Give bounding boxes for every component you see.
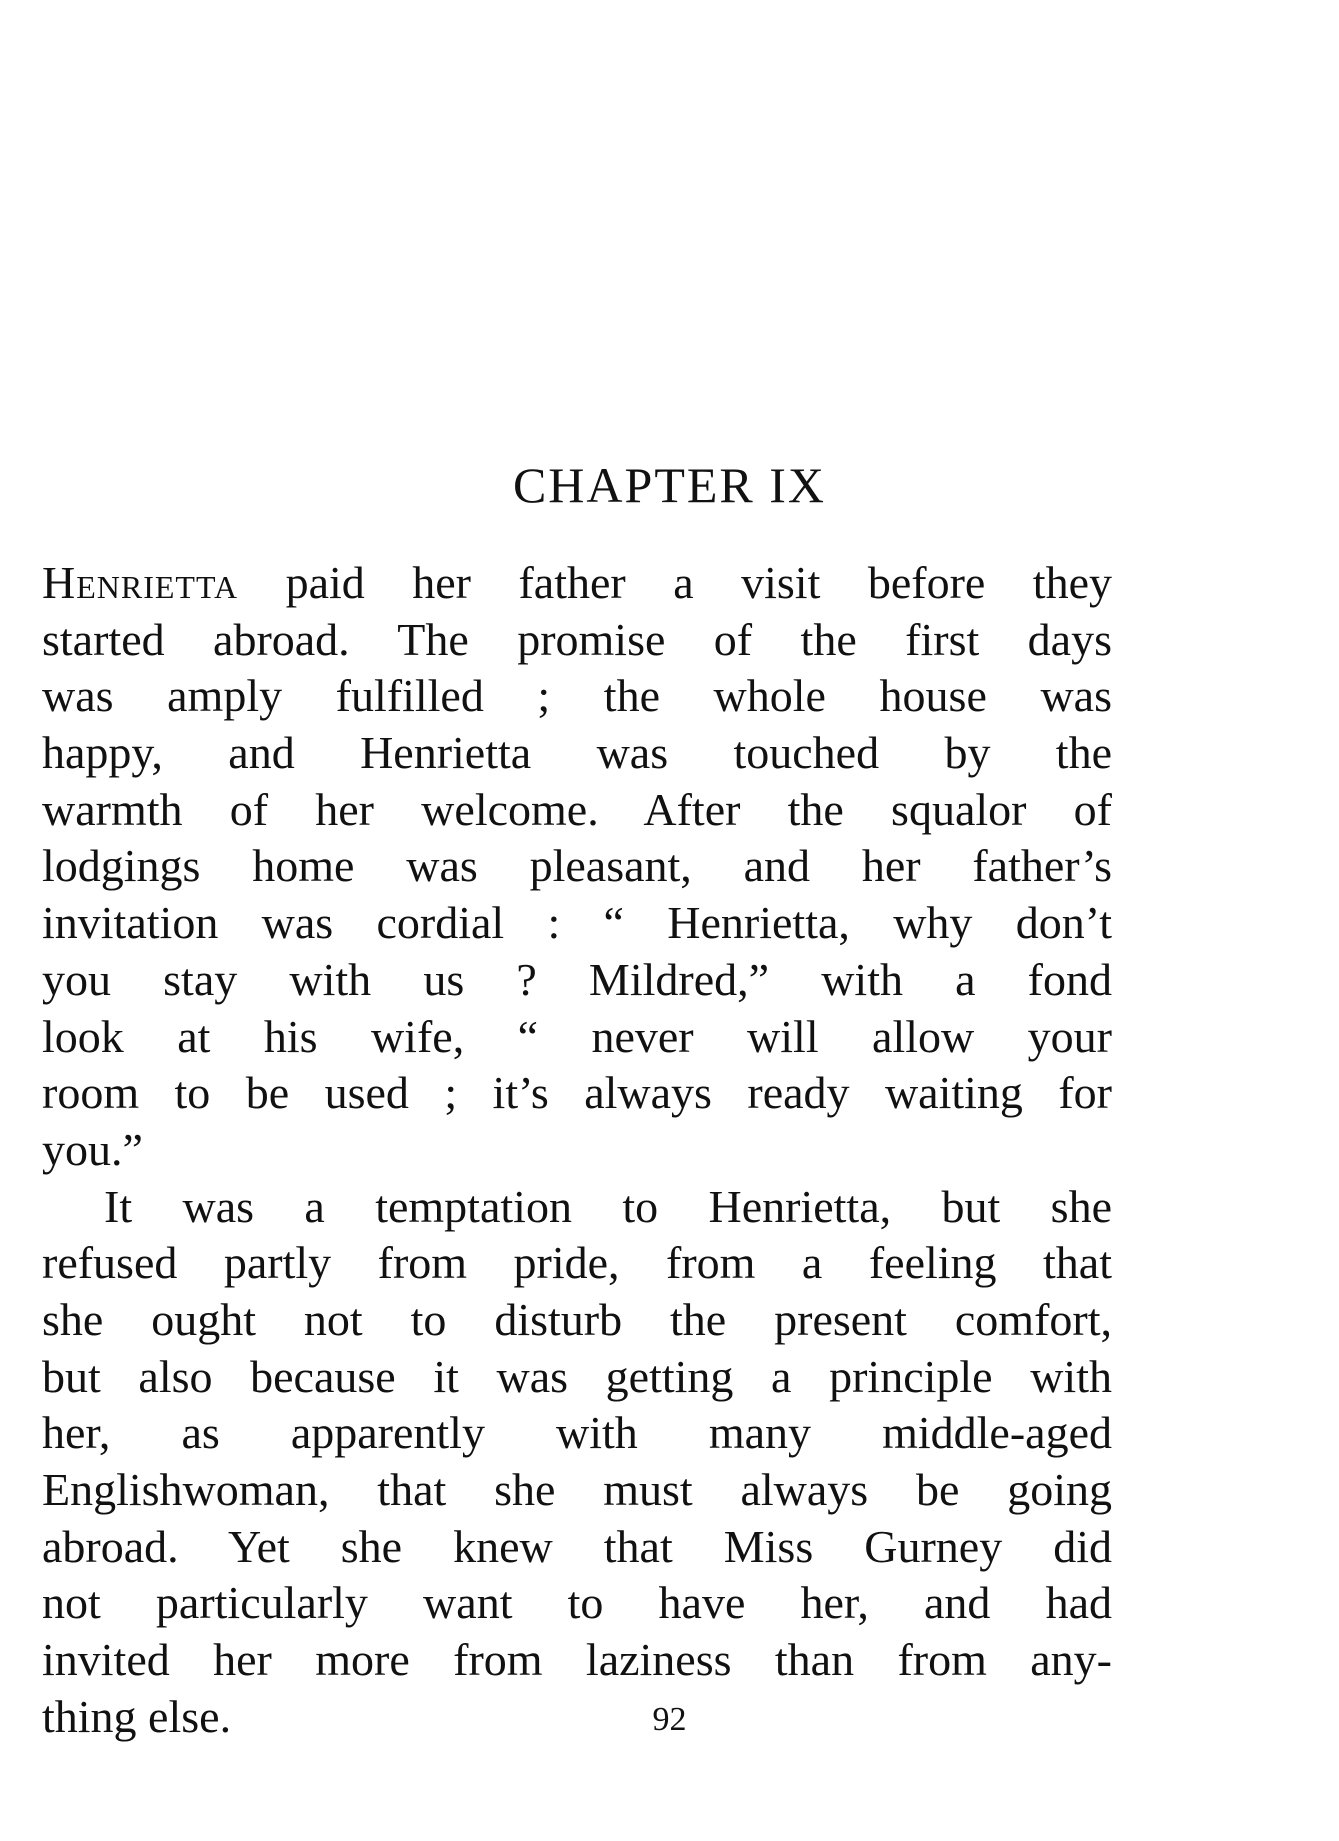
text-line: lodgings home was pleasant, and her father’s bbox=[42, 840, 1112, 892]
paragraph-2 bbox=[42, 1179, 1112, 1746]
text-line: she ought not to disturb the present comfort, bbox=[42, 1293, 1112, 1345]
page-number: 92 bbox=[652, 1701, 687, 1738]
text-line: not particularly want to have her, and had bbox=[42, 1577, 1112, 1629]
text-line: thing else. bbox=[42, 1690, 232, 1742]
text-line: started abroad. The promise of the first days bbox=[42, 613, 1112, 665]
text-line: warmth of her welcome. After the squalor of bbox=[42, 783, 1112, 835]
text-line: room to be used ; it’s always ready waiting for bbox=[42, 1067, 1112, 1119]
text-line: Henrietta paid her father a visit before they bbox=[42, 557, 1112, 608]
text-line: invitation was cordial : “ Henrietta, why don’t bbox=[42, 897, 1112, 949]
text-line: abroad. Yet she knew that Miss Gurney did bbox=[42, 1520, 1112, 1572]
text-line: was amply fulfilled ; the whole house was bbox=[42, 670, 1112, 722]
text-line: It was a temptation to Henrietta, but she bbox=[104, 1180, 1112, 1232]
text-line: happy, and Henrietta was touched by the bbox=[42, 727, 1112, 779]
text-line: her, as apparently with many middle-aged bbox=[42, 1407, 1112, 1459]
text-line: look at his wife, “ never will allow your bbox=[42, 1010, 1112, 1062]
lead-word: Henrietta bbox=[42, 557, 239, 608]
chapter-title: CHAPTER IX bbox=[512, 457, 827, 513]
text-line: you.” bbox=[42, 1123, 143, 1175]
text-line: but also because it was getting a principle with bbox=[42, 1350, 1112, 1402]
text-line: Englishwoman, that she must always be going bbox=[42, 1464, 1112, 1515]
text-line: invited her more from laziness than from any- bbox=[42, 1634, 1112, 1686]
text-line: you stay with us ? Mildred,” with a fond bbox=[42, 953, 1112, 1005]
chapter-body bbox=[42, 555, 1112, 1745]
text-line: refused partly from pride, from a feeling that bbox=[42, 1237, 1112, 1289]
paragraph-1 bbox=[42, 555, 1112, 1179]
